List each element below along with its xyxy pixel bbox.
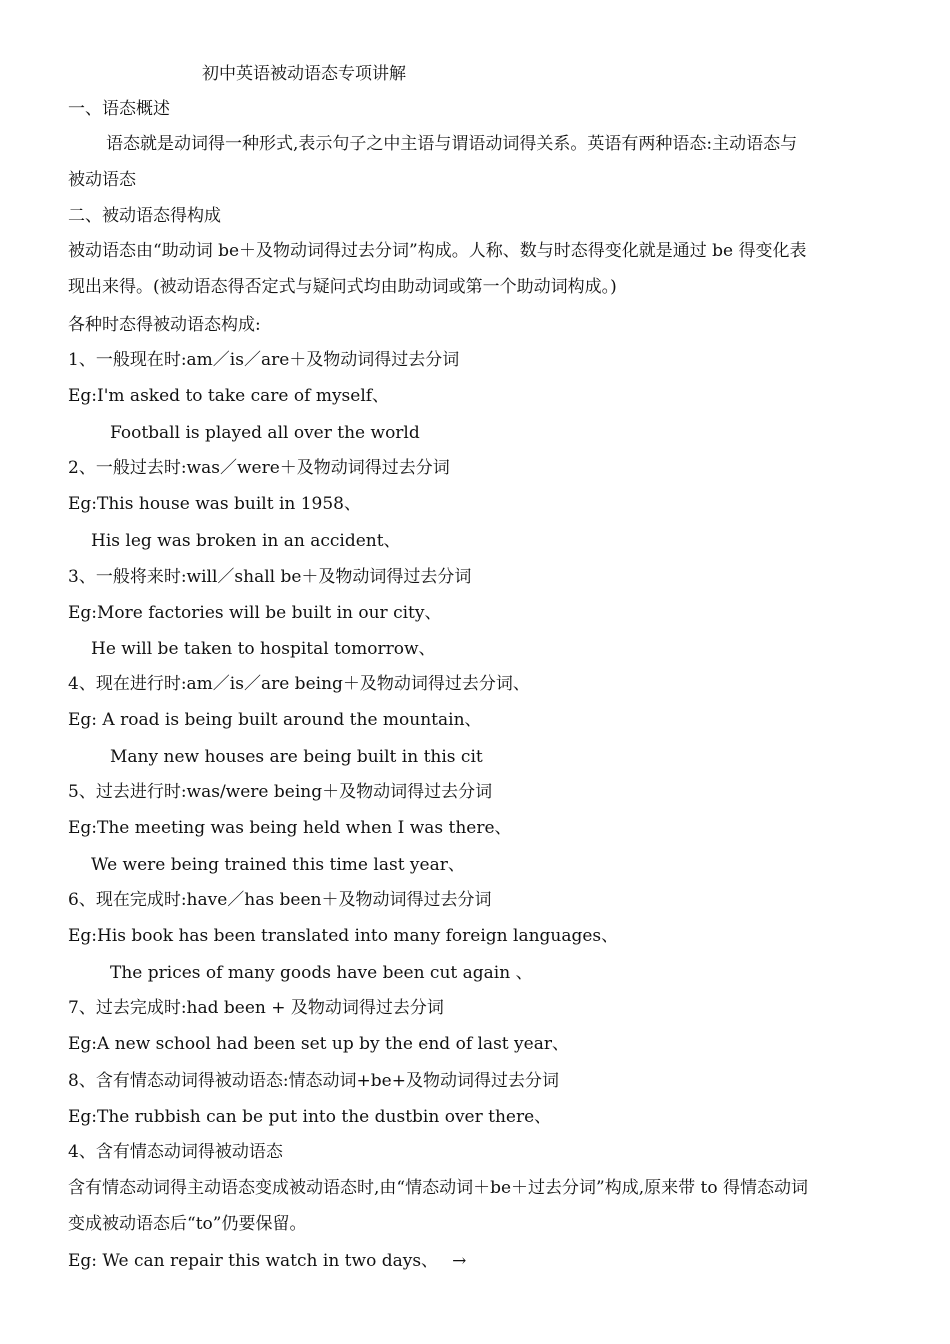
section1-paragraph-line2: 被动语态 (68, 170, 136, 190)
section2-heading: 二、被动语态得构成 (68, 206, 221, 226)
tense-example: Eg:A new school had been set up by the end of last year、 (68, 1034, 569, 1054)
tense-example: We were being trained this time last year、 (91, 855, 465, 875)
tense-example: Eg:I'm asked to take care of myself、 (68, 386, 390, 406)
tense-rule: 4、现在进行时:am／is／are being＋及物动词得过去分词、 (68, 674, 530, 694)
tense-example: Eg:More factories will be built in our city、 (68, 603, 442, 623)
modal-example: Eg: We can repair this watch in two days、 (68, 1251, 439, 1271)
section1-paragraph-line1: 语态就是动词得一种形式,表示句子之中主语与谓语动词得关系。英语有两种语态:主动语态与 (106, 134, 798, 154)
tense-rule: 2、一般过去时:was／were＋及物动词得过去分词 (68, 458, 450, 478)
tense-rule: 1、一般现在时:am／is／are＋及物动词得过去分词 (68, 350, 460, 370)
modal-paragraph-line1: 含有情态动词得主动语态变成被动语态时,由“情态动词＋be＋过去分词”构成,原来带 to 得情态动词 (68, 1178, 809, 1198)
tense-rule: 3、一般将来时:will／shall be＋及物动词得过去分词 (68, 567, 472, 587)
tense-example: Eg:His book has been translated into many foreign languages、 (68, 926, 619, 946)
tense-example: Eg:This house was built in 1958、 (68, 494, 362, 514)
section2-paragraph-line2: 现出来得。(被动语态得否定式与疑问式均由助动词或第一个助动词构成。) (68, 277, 617, 297)
modal-section-heading: 4、含有情态动词得被动语态 (68, 1142, 283, 1162)
tense-example: He will be taken to hospital tomorrow、 (91, 639, 436, 659)
modal-paragraph-line2: 变成被动语态后“to”仍要保留。 (68, 1214, 307, 1234)
tense-example: Eg: A road is being built around the mountain、 (68, 710, 482, 730)
tense-example: His leg was broken in an accident、 (91, 531, 401, 551)
tense-rule: 6、现在完成时:have／has been＋及物动词得过去分词 (68, 890, 492, 910)
modal-example-line (68, 1249, 466, 1273)
tense-example: Eg:The meeting was being held when I was there、 (68, 818, 512, 838)
tense-rule: 7、过去完成时:had been + 及物动词得过去分词 (68, 998, 444, 1018)
tense-example: The prices of many goods have been cut again 、 (110, 963, 533, 983)
tense-rule: 8、含有情态动词得被动语态:情态动词+be+及物动词得过去分词 (68, 1071, 559, 1091)
tenses-intro: 各种时态得被动语态构成: (68, 315, 261, 335)
section2-paragraph-line1: 被动语态由“助动词 be＋及物动词得过去分词”构成。人称、数与时态得变化就是通过 be 得变化表 (68, 241, 807, 261)
tense-example: Football is played all over the world (110, 423, 420, 443)
tense-example: Many new houses are being built in this cit (110, 747, 483, 767)
tense-example: Eg:The rubbish can be put into the dustbin over there、 (68, 1107, 552, 1127)
tense-rule: 5、过去进行时:was/were being＋及物动词得过去分词 (68, 782, 493, 802)
section1-heading: 一、语态概述 (68, 99, 170, 119)
right-arrow-icon: → (452, 1251, 467, 1271)
document-title: 初中英语被动语态专项讲解 (202, 64, 406, 84)
